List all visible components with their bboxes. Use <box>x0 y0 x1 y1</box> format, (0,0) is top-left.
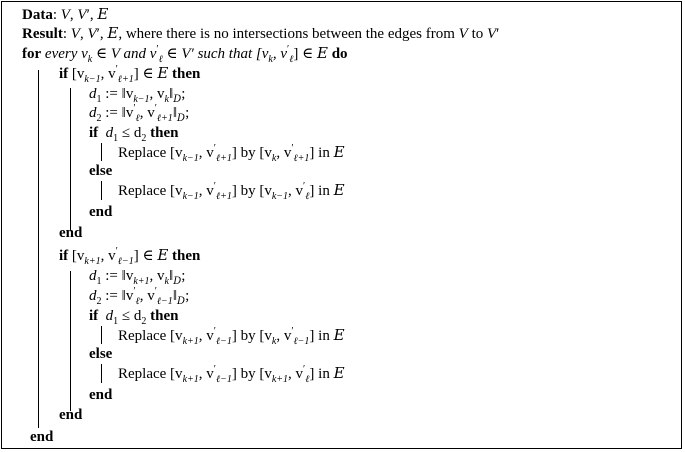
for-keyword: for <box>22 46 42 62</box>
if-compare-line: if $d_1 \le d_2$ then <box>89 308 179 327</box>
end-keyword: end <box>59 407 83 423</box>
if2-block-rule <box>70 271 71 411</box>
then-keyword: then <box>172 248 201 264</box>
end-line <box>59 405 82 425</box>
if1-line: if [$v_{k-1}$, $v'_{\ell+1}$] ∈ E then <box>59 64 201 85</box>
end-line <box>89 385 112 405</box>
if1-inner-else-rule <box>101 181 102 200</box>
if1-inner-then-rule <box>101 143 102 161</box>
d1-assign-line: $d_1$ := $‖v_{k-1}$, $v_k‖_D$; <box>89 86 186 105</box>
end-keyword: end <box>30 429 54 445</box>
data-line: Data: V, V′, E <box>22 5 109 23</box>
replace-line: Replace [$v_{k+1}$, $v'_{\ell-1}$] by [$v_{k+1}$, $v'_\ell$] in E <box>118 364 345 385</box>
else-line <box>89 161 112 181</box>
for-line: for every $v_k$ ∈ V and $v'_\ell$ ∈ V′ such that [$v_k$, $v'_\ell$] ∈ E do <box>22 44 348 65</box>
result-keyword: Result <box>22 26 63 42</box>
replace-line: Replace [$v_{k-1}$, $v'_{\ell+1}$] by [$v_k$, $v'_{\ell+1}$] in E <box>118 143 345 164</box>
end-line <box>89 202 112 222</box>
d1-assign-line: $d_1$ := $‖v_{k+1}$, $v_k‖_D$; <box>89 268 186 287</box>
then-keyword: then <box>172 66 201 82</box>
data-keyword: Data <box>22 7 53 23</box>
if2-line: if [$v_{k+1}$, $v'_{\ell-1}$] ∈ E then <box>59 246 201 267</box>
end-keyword: end <box>89 387 113 403</box>
replace-line: Replace [$v_{k+1}$, $v'_{\ell-1}$] by [$v_k$, $v'_{\ell-1}$] in E <box>118 326 345 347</box>
if2-inner-then-rule <box>101 326 102 344</box>
d2-assign-line: $d_2$ := $‖v'_\ell$, $v'_{\ell+1}‖_D$; <box>89 103 190 124</box>
end-line <box>30 427 53 447</box>
else-keyword: else <box>89 346 113 362</box>
result-line: Result: V, V′, E, where there is no intersections between the edges from V to V′ <box>22 24 500 42</box>
if-keyword: if <box>59 66 69 82</box>
do-keyword: do <box>331 46 348 62</box>
if-compare-line: if $d_1 \le d_2$ then <box>89 125 179 144</box>
end-line <box>59 223 82 243</box>
else-line <box>89 344 112 364</box>
end-keyword: end <box>59 225 83 241</box>
end-keyword: end <box>89 204 113 220</box>
if-keyword: if <box>59 248 69 264</box>
for-block-rule <box>38 70 39 428</box>
replace-line: Replace [$v_{k-1}$, $v'_{\ell+1}$] by [$v_{k-1}$, $v'_\ell$] in E <box>118 181 345 202</box>
d2-assign-line: $d_2$ := $‖v'_\ell$, $v'_{\ell-1}‖_D$; <box>89 286 190 307</box>
if1-block-rule <box>70 88 71 230</box>
else-keyword: else <box>89 163 113 179</box>
if2-inner-else-rule <box>101 364 102 383</box>
